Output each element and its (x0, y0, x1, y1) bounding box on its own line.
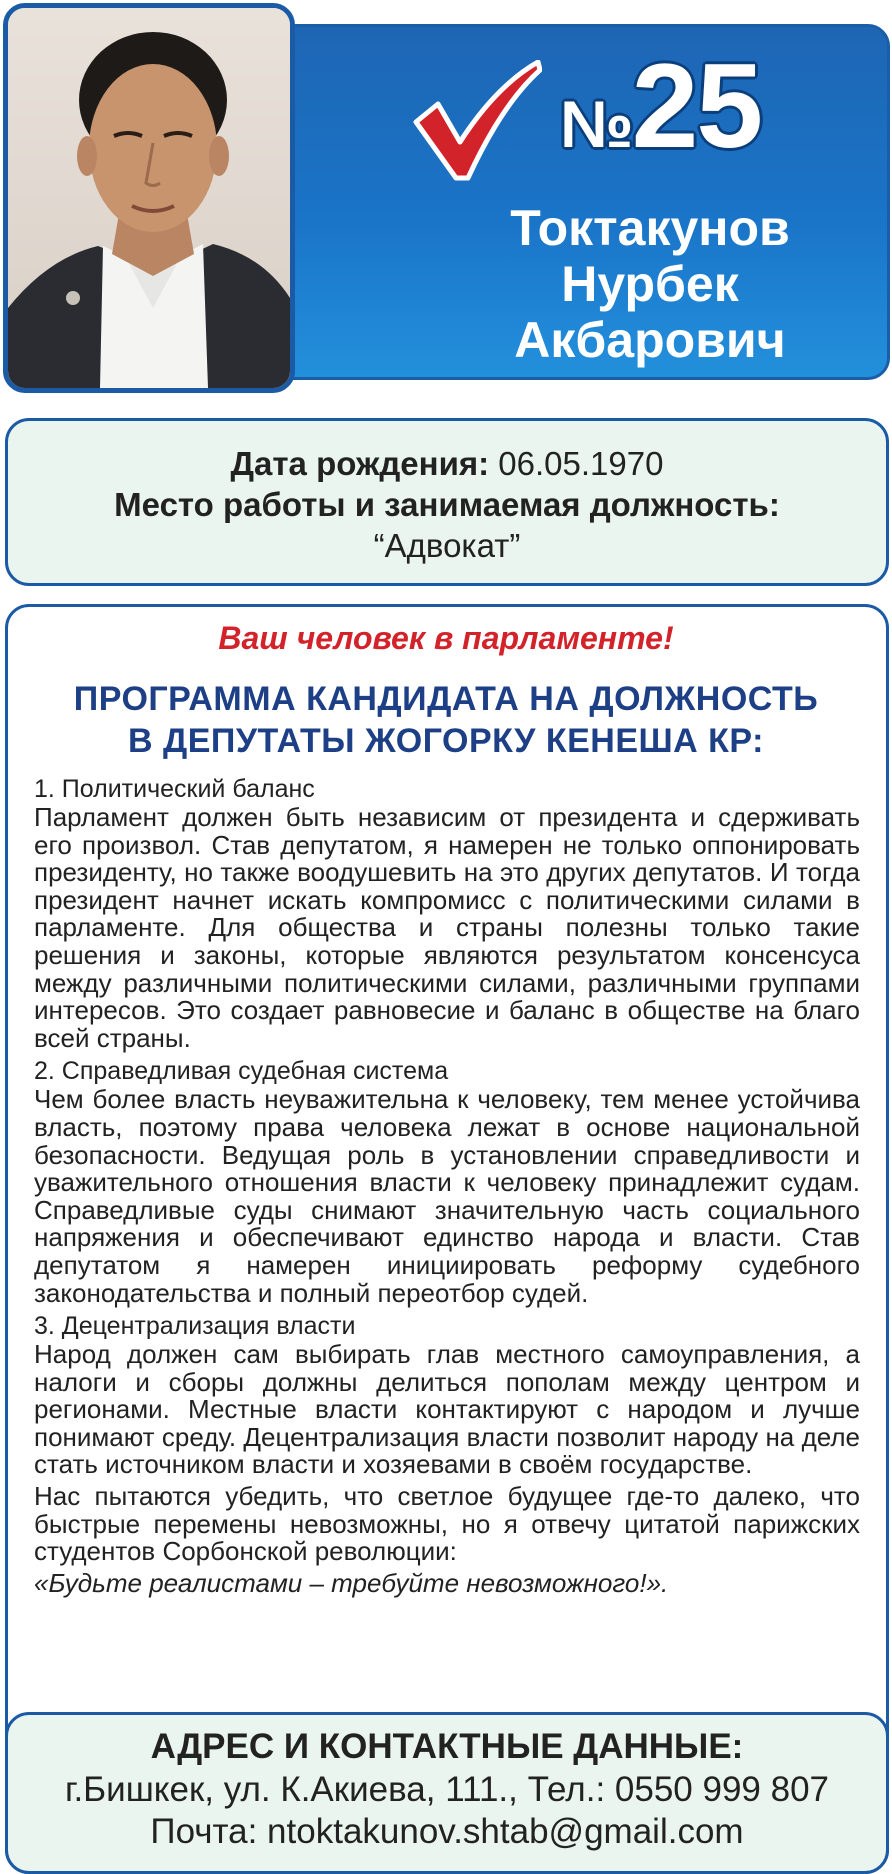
program-text (34, 774, 860, 1597)
contacts-panel (5, 1712, 889, 1874)
number-value: 25 (631, 39, 762, 173)
name-line-given: Нурбек (561, 256, 739, 312)
section-text-decentralization: Народ должен сам выбирать глав местного самоуправления, а налоги и сборы должны делиться пополам между центром и регионами. Местные власти контактируют с народом и лучше понимают среду. Децентрализация власти позволит народу на деле стать источником власти и хозяевами в своём государстве. (34, 1339, 860, 1480)
contacts-title: АДРЕС И КОНТАКТНЫЕ ДАННЫЕ: (150, 1727, 744, 1766)
program-title-line-1: ПРОГРАММА КАНДИДАТА НА ДОЛЖНОСТЬ (73, 680, 819, 718)
section-heading-political-balance: 1. Политический баланс (34, 775, 315, 803)
section-heading-judicial-system: 2. Справедливая судебная система (34, 1057, 449, 1086)
number-sign: № (560, 87, 632, 161)
contact-email: Почта: ntoktakunov.shtab@gmail.com (150, 1812, 744, 1851)
section-heading-decentralization: 3. Децентрализация власти (34, 1312, 356, 1341)
candidate-name (420, 200, 880, 368)
candidate-info-panel (5, 418, 889, 586)
birth-date-label: Дата рождения: (230, 445, 490, 482)
program-title (0, 678, 892, 762)
section-text-political-balance: Парламент должен быть независим от президента и сдерживать его произвол. Став депутатом, я намерен не только оппонировать президенту, но также воодушевить на это других депутатов. И тогда президент начнет искать компромисс с политическими силами в парламенте. Для общества и страны полезны только такие решения и законы, которые являются результатом консенсуса между различными политическими силами, различными группами интересов. Это создает равновесие и баланс в обществе на благо всей страны. (34, 802, 860, 1053)
closing-quote: «Будьте реалистами – требуйте невозможного!». (34, 1567, 669, 1598)
name-line-surname: Токтакунов (510, 200, 790, 256)
program-title-line-2: В ДЕПУТАТЫ ЖОГОРКУ КЕНЕША КР: (128, 722, 764, 760)
work-value: “Адвокат” (373, 527, 521, 564)
birth-date-line (8, 443, 886, 484)
birth-date-value: 06.05.1970 (498, 445, 664, 482)
candidate-photo (3, 3, 295, 393)
section-text-judicial-system: Чем более власть неуважительна к человеку, тем менее устойчива власть, поэтому права человека лежат в основе национальной безопасности. Ведущая роль в установлении справедливости и уважительного отношения власти к человеку принадлежит судам. Справедливые суды снимают значительную часть социального напряжения и обеспечивают единство народа и власти. Став депутатом я намерен инициировать реформу судебного законодательства и полный переотбор судей. (34, 1084, 860, 1308)
candidate-number (560, 39, 762, 173)
work-label: Место работы и занимаемая должность: (114, 486, 780, 523)
slogan: Ваш человек в парламенте! (218, 620, 674, 656)
contact-address: г.Бишкек, ул. К.Акиева, 111., Тел.: 0550 999 807 (64, 1770, 830, 1809)
checkmark-icon (412, 60, 542, 182)
name-line-patronymic: Акбарович (514, 312, 786, 368)
closing-text: Нас пытаются убедить, что светлое будущее где-то далеко, что быстрые перемены невозможны, но я отвечу цитатой парижских студентов Сорбонской революции: (34, 1481, 860, 1567)
